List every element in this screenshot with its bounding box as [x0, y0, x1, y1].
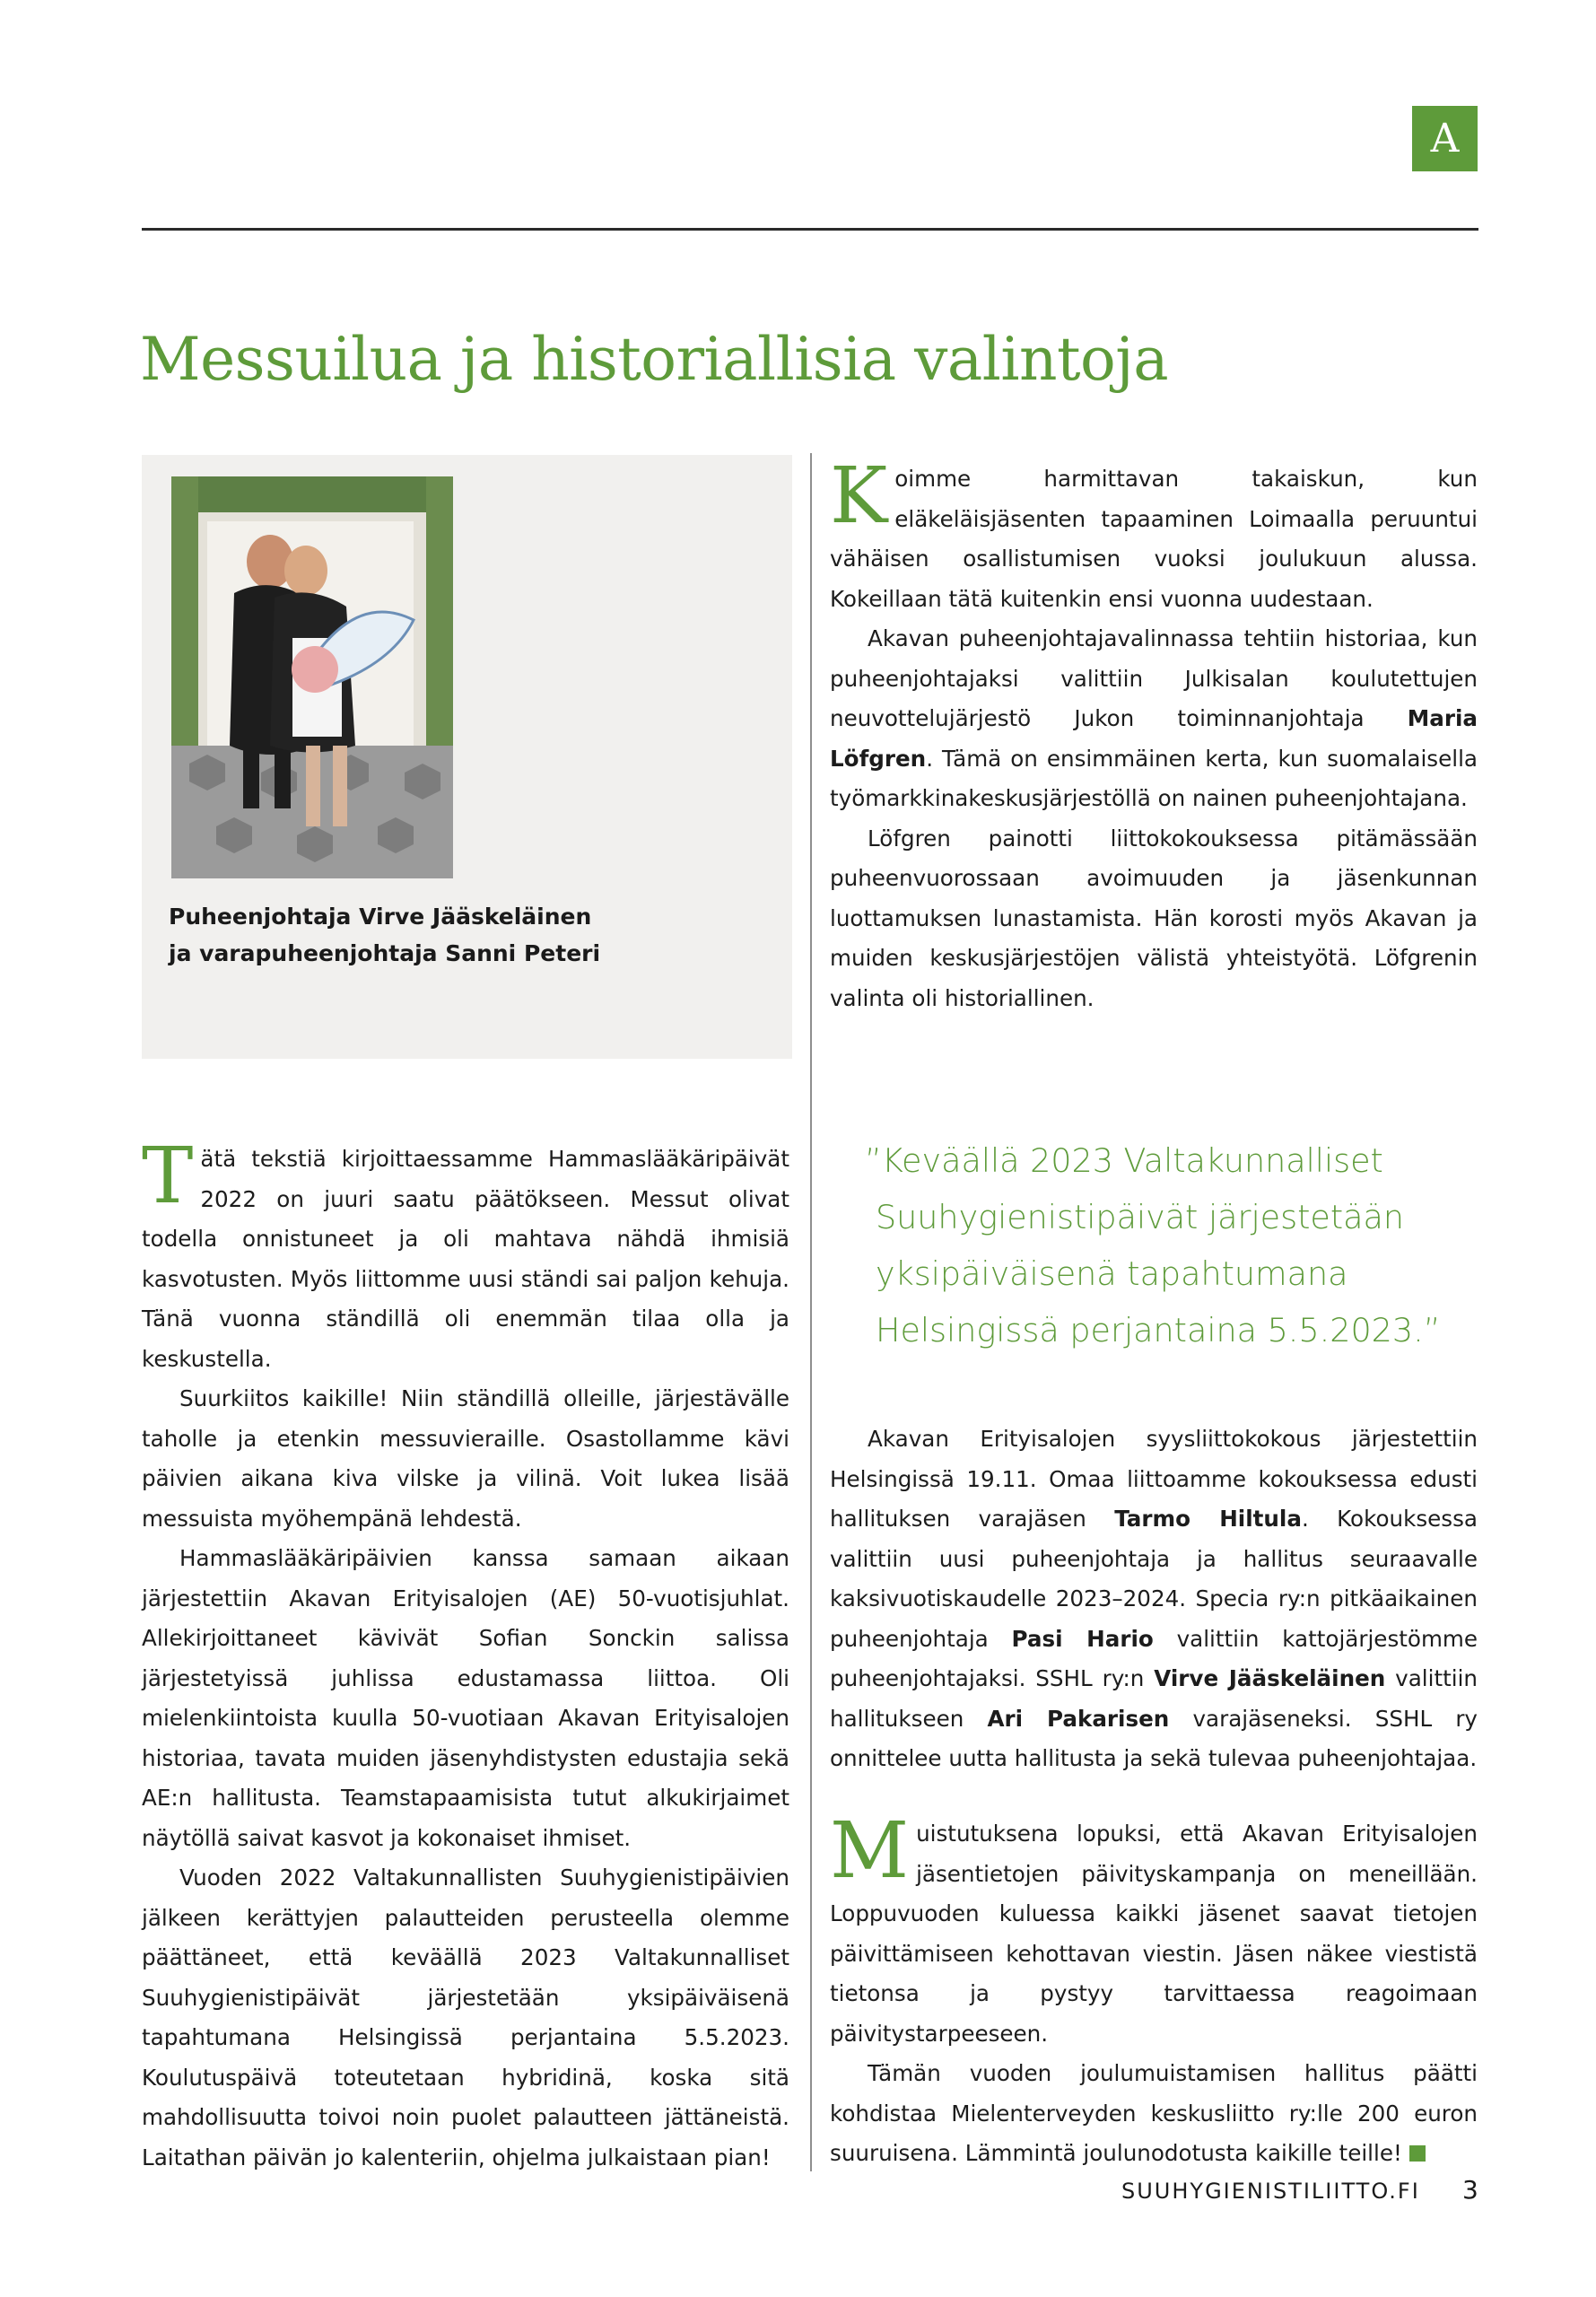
- photo-box: [142, 455, 792, 1059]
- paragraph: Suurkiitos kaikille! Niin ständillä olleille, järjestävälle taholle ja etenkin messuvieraille. Osastollamme kävi päivien aikana kiva vilske ja vilinä. Voit lukea lisää messuista myöhempänä lehdestä.: [142, 1385, 789, 1532]
- caption-line-2: ja varapuheenjohtaja Sanni Peteri: [169, 940, 601, 966]
- dropcap-m: M: [830, 1806, 910, 1896]
- page-number: 3: [1462, 2175, 1478, 2205]
- person-name: Ari Pakarisen: [987, 1705, 1170, 1732]
- paragraph: Hammaslääkäripäivien kanssa samaan aikaan järjestettiin Akavan Erityisalojen (AE) 50-vuotisjuhlat. Allekirjoittaneet kävivät Sofian Sonckin salissa järjestetyissä juhlissa edustamassa liittoa. Oli mielenkiintoista kuulla 50-vuotiaan Akavan Erityisalojen historiaa, tavata muiden jäsenyhdistysten edustajia sekä AE:n hallitusta. Teamstapaamisista tutut alkukirjaimet näytöllä saivat kasvot ja kokonaiset ihmiset.: [142, 1545, 789, 1851]
- caption-line-1: Puheenjohtaja Virve Jääskeläinen: [169, 904, 592, 930]
- pull-quote-line: yksipäiväisenä tapahtumana: [876, 1254, 1348, 1293]
- end-mark-icon: [1409, 2145, 1426, 2162]
- pull-quote-line: Suuhygienistipäivät järjestetään: [876, 1198, 1405, 1236]
- article-right-2: [830, 1806, 1478, 2174]
- section-badge: A: [1412, 106, 1478, 171]
- paragraph: Akavan puheenjohtajavalinnassa tehtiin historiaa, kun puheenjohtajaksi valittiin Julkisalan koulutettujen neuvottelujärjestö Jukon toiminnanjohtaja Maria Löfgren. Tämä on ensimmäinen kerta, kun suomalaisella työmarkkinakeskusjärjestöllä on nainen puheenjohtajana.: [830, 625, 1478, 811]
- article-right-1: [830, 1419, 1478, 1779]
- paragraph: Vuoden 2022 Valtakunnallisten Suuhygienistipäivien jälkeen kerättyjen palautteiden perusteella olemme päättäneet, että keväällä 2023 Valtakunnalliset Suuhygienistipäivät järjestetään yksipäiväisenä tapahtumana Helsingissä perjantaina 5.5.2023. Koulutuspäivä toteutetaan hybridinä, koska sitä mahdollisuutta toivoi noin puolet palautteen jättäneistä. Laitathan päivän jo kalenteriin, ohjelma julkaistaan pian!: [142, 1865, 789, 2170]
- header-rule: [142, 228, 1478, 231]
- paragraph: Akavan Erityisalojen syysliittokokous järjestettiin Helsingissä 19.11. Omaa liittoamme kokouksessa edusti hallituksen varajäsen Tarmo Hiltula. Kokouksessa valittiin uusi puheenjohtaja ja hallitus seuraavalle kaksivuotiskaudelle 2023–2024. Specia ry:n pitkäaikainen puheenjohtaja Pasi Hario valittiin kattojärjestömme puheenjohtajaksi. SSHL ry:n Virve Jääskeläinen valittiin hallitukseen Ari Pakarisen varajäseneksi. SSHL ry onnittelee uutta hallitusta ja sekä tulevaa puheenjohtajaa.: [830, 1426, 1478, 1771]
- paragraph: oimme harmittavan takaiskun, kun eläkeläisjäsenten tapaaminen Loimaalla peruuntui vähäisen osallistumisen vuoksi joulukuun alussa. Kokeillaan tätä kuitenkin ensi vuonna uudestaan.: [830, 466, 1478, 612]
- paragraph: ätä tekstiä kirjoittaessamme Hammaslääkäripäivät 2022 on juuri saatu päätökseen. Messut olivat todella onnistuneet ja oli mahtava nähdä ihmisiä kasvotusten. Myös liittomme uusi ständi sai paljon kehuja. Tänä vuonna ständillä oli enemmän tilaa olla ja keskustella.: [142, 1146, 789, 1372]
- dropcap-t: T: [142, 1131, 194, 1221]
- pull-quote-line: Helsingissä perjantaina 5.5.2023.”: [876, 1311, 1441, 1349]
- person-name: Virve Jääskeläinen: [1154, 1665, 1386, 1691]
- person-name: Pasi Hario: [1011, 1625, 1154, 1652]
- column-divider: [810, 453, 812, 2171]
- article-top-right: [830, 451, 1478, 1018]
- paragraph: Löfgren painotti liittokokouksessa pitämässään puheenvuorossaan avoimuuden ja jäsenkunnan luottamuksen lunastamista. Hän korosti myös Akavan ja muiden keskusjärjestöjen välistä yhteistyötä. Löfgrenin valinta oli historiallinen.: [830, 825, 1478, 1011]
- person-name: Tarmo Hiltula: [1114, 1506, 1302, 1532]
- article-left: [142, 1131, 789, 2178]
- page-title: Messuilua ja historiallisia valintoja: [140, 325, 1169, 394]
- paragraph: Tämän vuoden joulumuistamisen hallitus päätti kohdistaa Mielenterveyden keskusliitto ry:lle 200 euron suuruisena. Lämmintä joulunodotusta kaikille teille!: [830, 2060, 1478, 2166]
- photo-two-women: [171, 476, 453, 878]
- pull-quote: [865, 1132, 1493, 1358]
- person-name: Maria Löfgren: [830, 705, 1478, 772]
- dropcap-k: K: [830, 451, 888, 541]
- paragraph: uistutuksena lopuksi, että Akavan Erityisalojen jäsentietojen päivityskampanja on meneillään. Loppuvuoden kuluessa kaikki jäsenet saavat tietojen päivittämiseen kehottavan viestin. Jäsen näkee viestistä tietonsa ja pystyy tarvittaessa reagoimaan päivitystarpeeseen.: [830, 1821, 1478, 2047]
- photo-caption: [169, 898, 761, 972]
- footer-site: SUUHYGIENISTILIITTO.FI: [1121, 2179, 1420, 2204]
- pull-quote-line: ”Keväällä 2023 Valtakunnalliset: [865, 1141, 1383, 1180]
